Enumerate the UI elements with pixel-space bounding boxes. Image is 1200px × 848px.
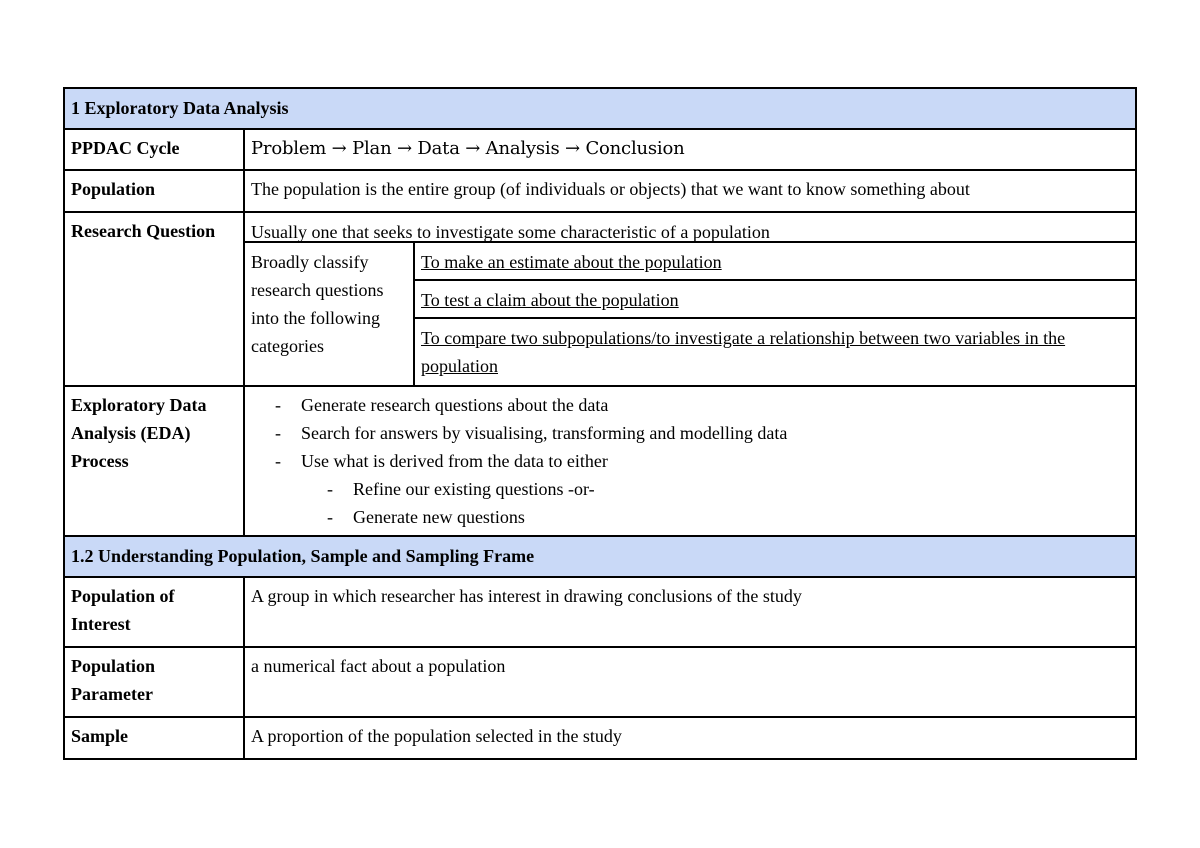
eda-subitem-text: Generate new questions [353,507,525,527]
eda-subitem-text: Refine our existing questions -or- [353,479,595,499]
population-of-interest-label: Population of Interest [64,577,244,647]
dash-bullet: - [275,395,281,415]
population-label: Population [64,170,244,212]
ppdac-value [244,129,1136,170]
population-parameter-value: a numerical fact about a population [244,647,1136,717]
table-row-sample [64,717,1136,759]
list-item [275,419,1129,447]
eda-label: Exploratory Data Analysis (EDA) Process [64,386,244,536]
sample-label: Sample [64,717,244,759]
ppdac-label: PPDAC Cycle [64,129,244,170]
table-row-research-question [64,212,1136,386]
research-question-categories-grid [245,243,1135,385]
population-parameter-label: Population Parameter [64,647,244,717]
dash-bullet: - [327,507,333,527]
category-test-claim: To test a claim about the population [415,281,1135,319]
dash-bullet: - [275,451,281,471]
ppdac-text: Problem → Plan → Data → Analysis → Conclusion [251,138,685,159]
section-title-1: 1 Exploratory Data Analysis [64,88,1136,129]
list-subitem [275,475,1129,503]
list-item [275,447,1129,475]
list-subitem [275,503,1129,531]
eda-item-text: Generate research questions about the data [301,395,609,415]
classify-text: Broadly classify research questions into the following categories [245,243,415,385]
research-question-description: Usually one that seeks to investigate some characteristic of a population [245,213,1135,243]
population-value: The population is the entire group (of individuals or objects) that we want to know something about [244,170,1136,212]
research-question-label: Research Question [64,212,244,386]
eda-item-text: Search for answers by visualising, transforming and modelling data [301,423,788,443]
population-of-interest-value: A group in which researcher has interest in drawing conclusions of the study [244,577,1136,647]
notes-table [63,87,1137,760]
category-estimate: To make an estimate about the population [415,243,1135,281]
list-item [275,391,1129,419]
category-list [415,243,1135,385]
section-header-row [64,536,1136,577]
eda-item-text: Use what is derived from the data to either [301,451,608,471]
category-compare: To compare two subpopulations/to investigate a relationship between two variables in the population [421,328,1066,376]
dash-bullet: - [327,479,333,499]
table-row-ppdac [64,129,1136,170]
table-row-eda [64,386,1136,536]
section-header-row [64,88,1136,129]
section-title-1-2: 1.2 Understanding Population, Sample and Sampling Frame [64,536,1136,577]
table-row-population-parameter [64,647,1136,717]
sample-value: A proportion of the population selected in the study [244,717,1136,759]
research-question-value [244,212,1136,386]
dash-bullet: - [275,423,281,443]
eda-value [244,386,1136,536]
eda-list [251,391,1129,531]
table-row-population-of-interest [64,577,1136,647]
table-row-population [64,170,1136,212]
